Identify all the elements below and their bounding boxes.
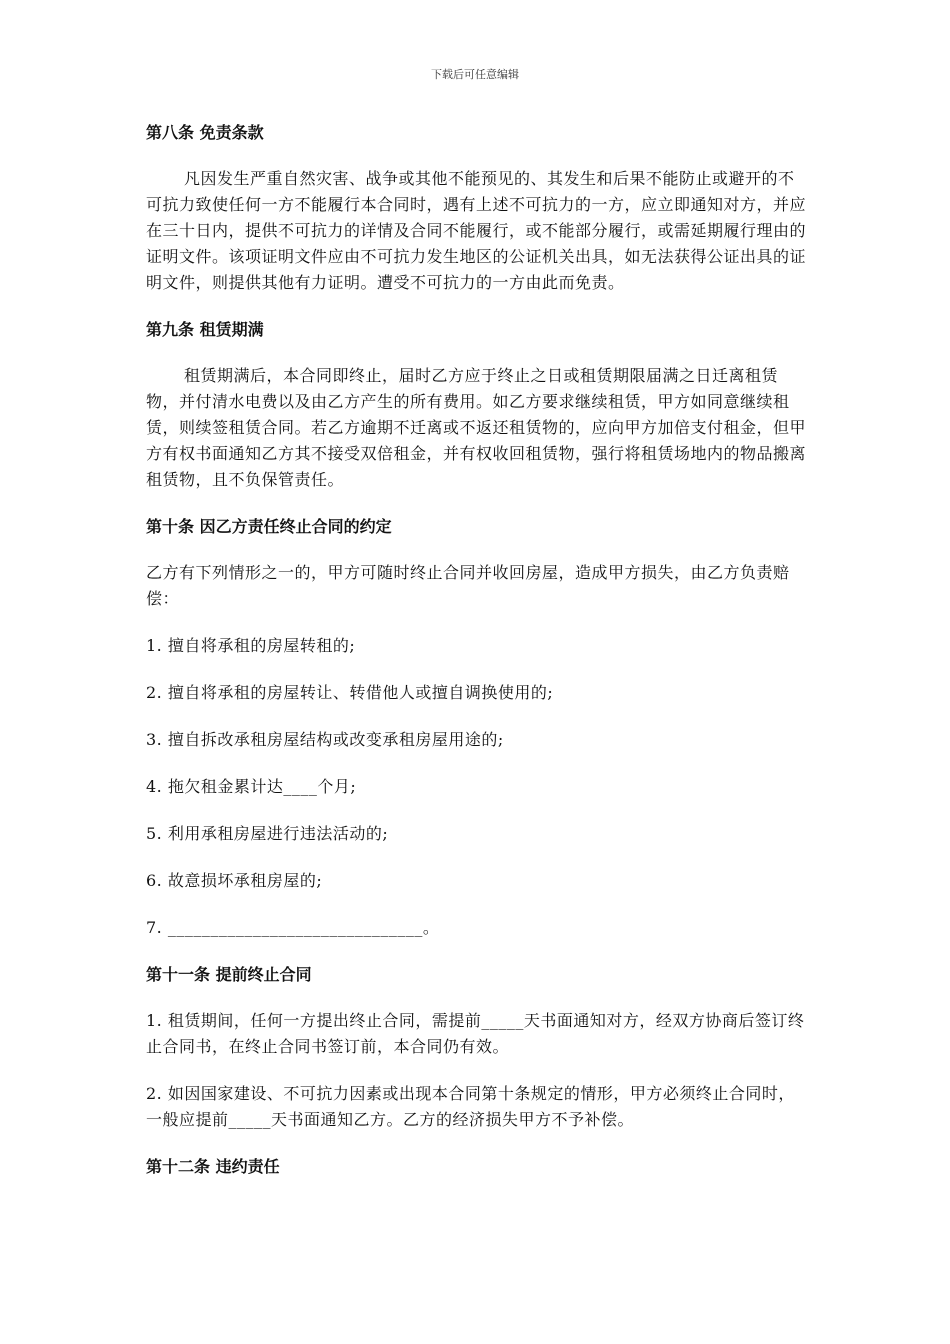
section-12-heading: 第十二条 违约责任 <box>146 1157 280 1176</box>
section-10-item-6: 6. 故意损坏承租房屋的; <box>146 871 323 890</box>
section-10-item-4: 4. 拖欠租金累计达____个月; <box>146 777 357 796</box>
section-9-paragraph: 租赁期满后，本合同即终止，届时乙方应于终止之日或租赁期限届满之日迁离租赁物，并付清水电费以及由乙方产生的所有费用。如乙方要求继续租赁，甲方如同意继续租赁，则续签租赁合同。若乙方逾期不迁离或不返还租赁物的，应向甲方加倍支付租金，但甲方有权书面通知乙方其不接受双倍租金，并有权收回租赁物，强行将租赁场地内的物品搬离租赁物，且不负保管责任。 <box>146 366 807 489</box>
section-11-heading: 第十一条 提前终止合同 <box>146 965 312 984</box>
section-11-item-2: 2. 如因国家建设、不可抗力因素或出现本合同第十条规定的情形，甲方必须终止合同时，一般应提前_____天书面通知乙方。乙方的经济损失甲方不予补偿。 <box>146 1084 795 1129</box>
section-8-paragraph: 凡因发生严重自然灾害、战争或其他不能预见的、其发生和后果不能防止或避开的不可抗力致使任何一方不能履行本合同时，遇有上述不可抗力的一方，应立即通知对方，并应在三十日内，提供不可抗力的详情及合同不能履行，或不能部分履行，或需延期履行理由的证明文件。该项证明文件应由不可抗力发生地区的公证机关出具，如无法获得公证出具的证明文件，则提供其他有力证明。遭受不可抗力的一方由此而免责。 <box>146 169 807 292</box>
section-10-intro: 乙方有下列情形之一的，甲方可随时终止合同并收回房屋，造成甲方损失，由乙方负责赔偿： <box>146 563 790 608</box>
section-10-heading: 第十条 因乙方责任终止合同的约定 <box>146 517 392 536</box>
section-10-item-2: 2. 擅自将承租的房屋转让、转借他人或擅自调换使用的; <box>146 683 554 702</box>
section-10-item-3: 3. 擅自拆改承租房屋结构或改变承租房屋用途的; <box>146 730 504 749</box>
section-9-heading: 第九条 租赁期满 <box>146 320 264 339</box>
section-8-heading: 第八条 免责条款 <box>146 123 264 142</box>
section-11-item-1: 1. 租赁期间，任何一方提出终止合同，需提前_____天书面通知对方，经双方协商后签订终止合同书，在终止合同书签订前，本合同仍有效。 <box>146 1011 805 1056</box>
section-10-item-1: 1. 擅自将承租的房屋转租的; <box>146 636 356 655</box>
section-10-item-5: 5. 利用承租房屋进行违法活动的; <box>146 824 389 843</box>
section-10-item-7: 7. ______________________________。 <box>146 918 440 937</box>
document-body <box>146 120 806 1200</box>
page-header: 下载后可任意编辑 <box>431 68 519 81</box>
